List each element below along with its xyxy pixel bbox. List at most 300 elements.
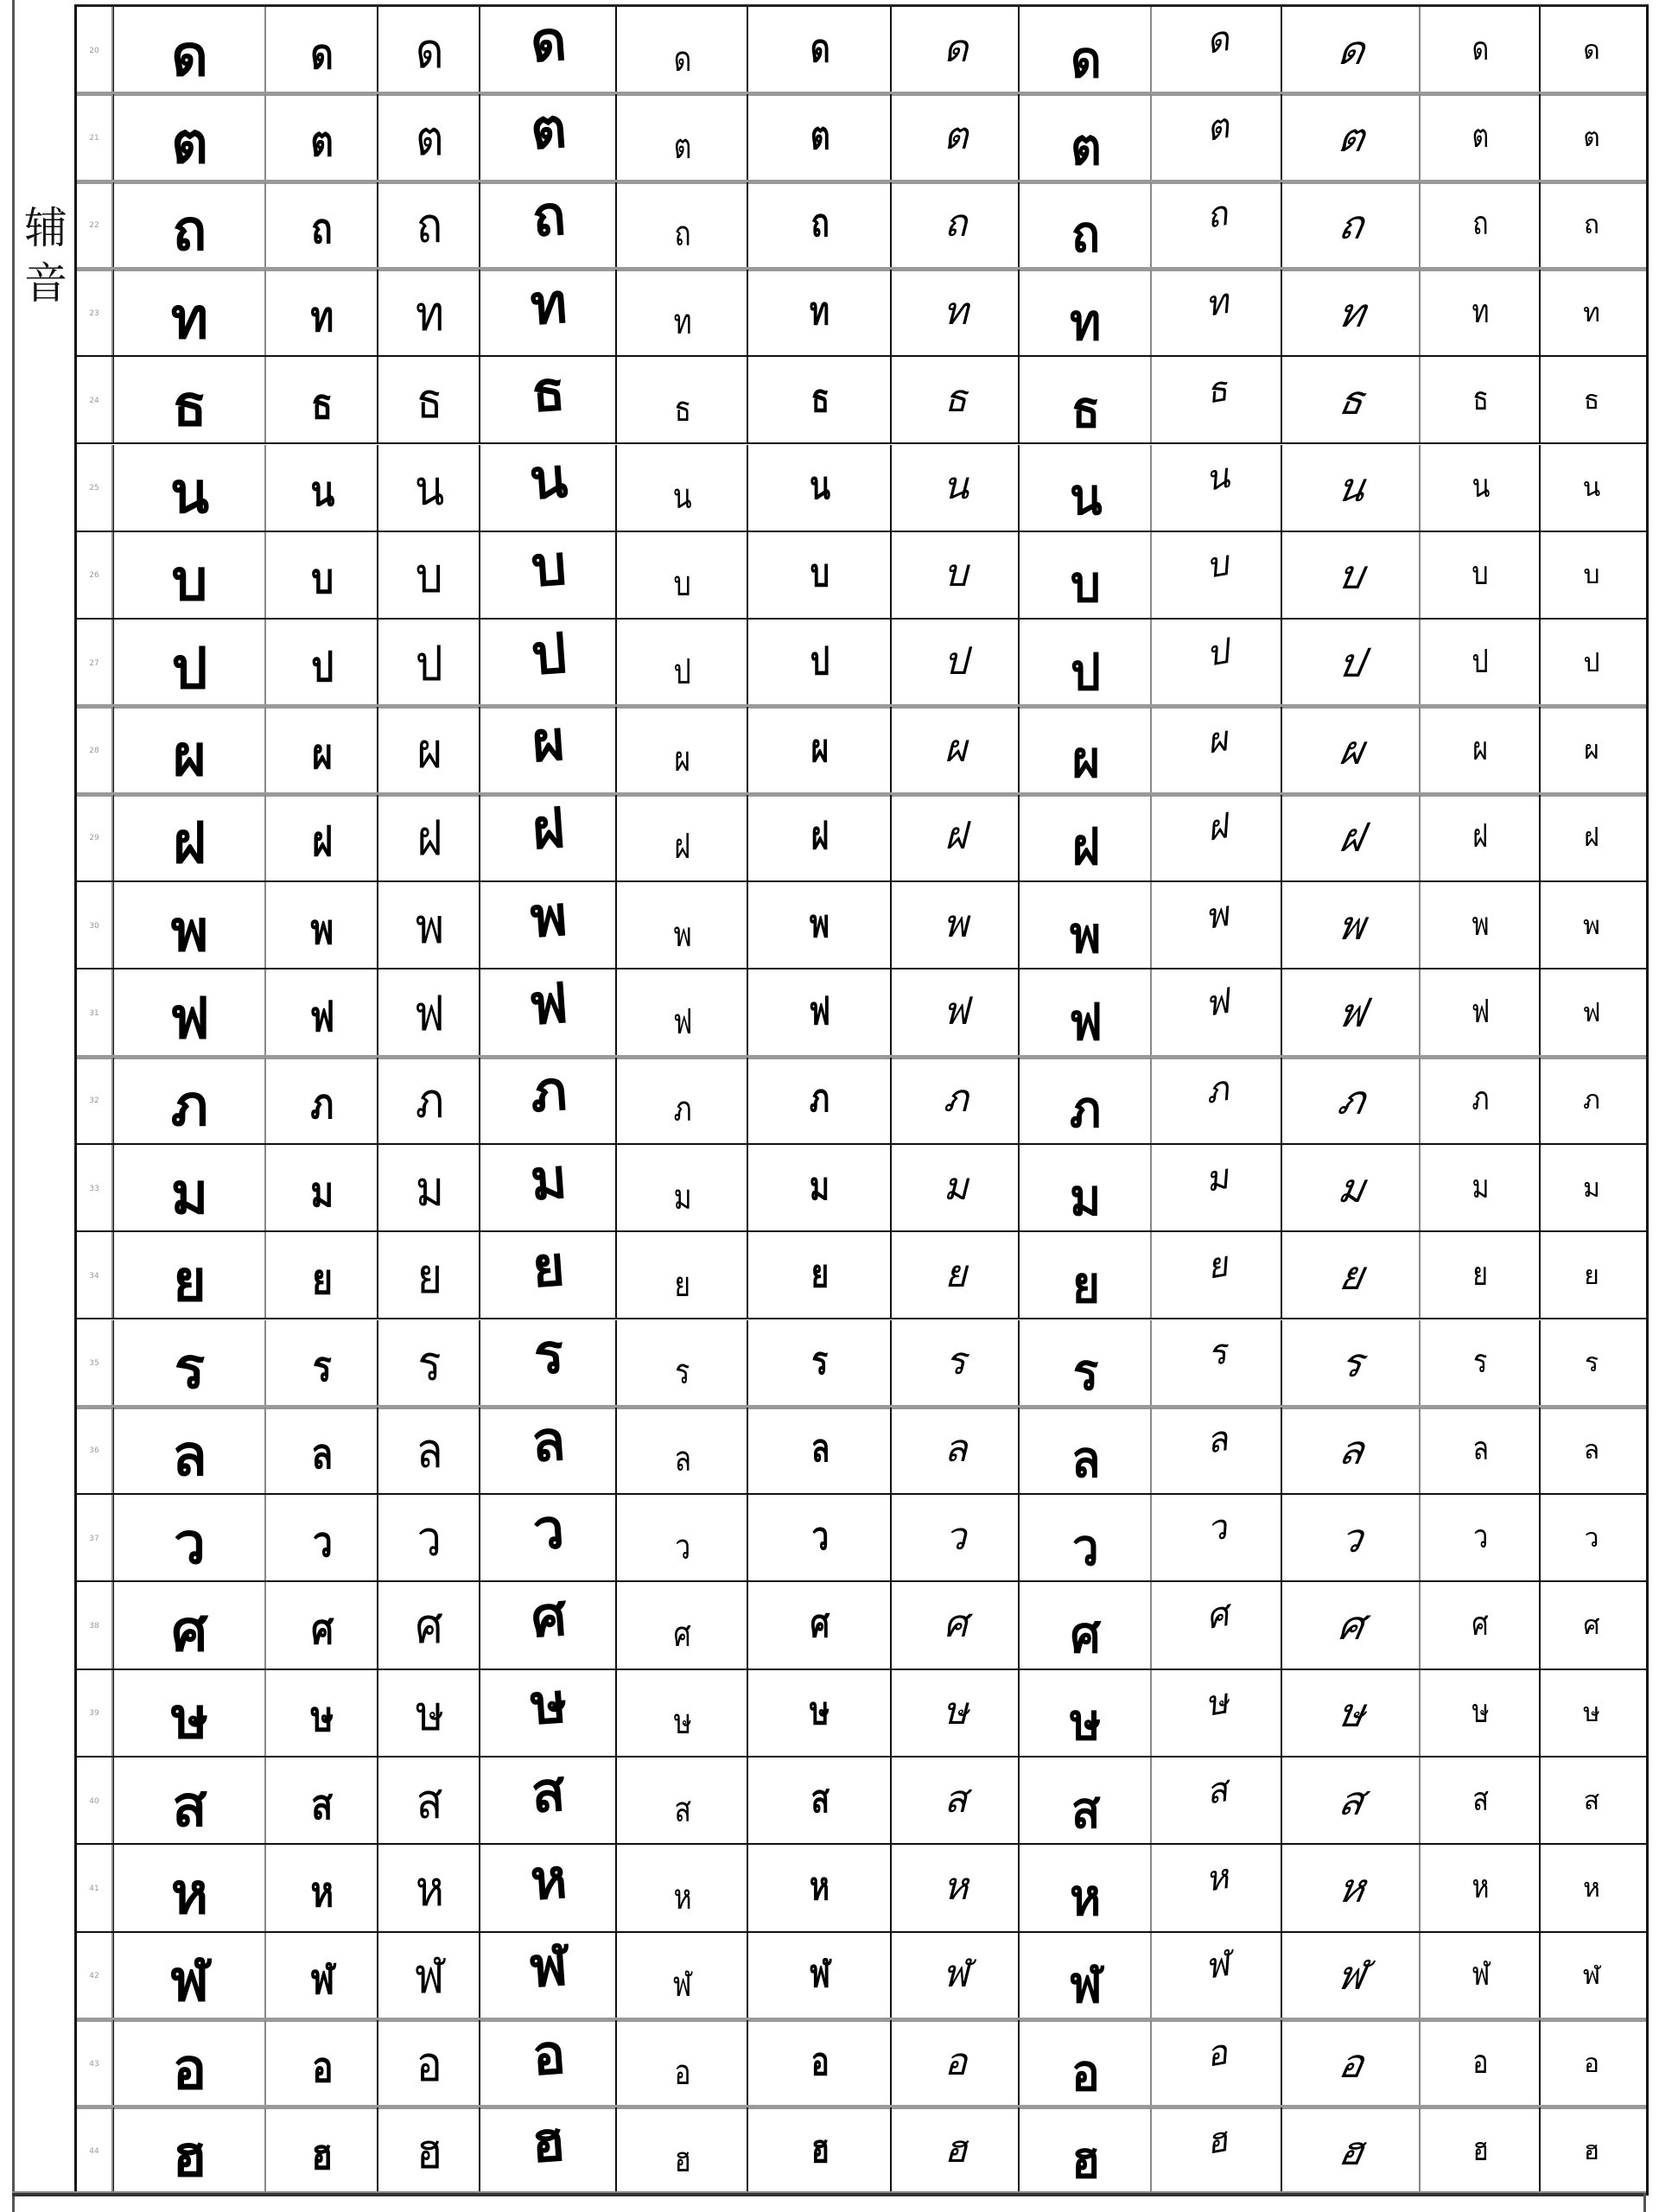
glyph-cell-font-9 (1150, 1933, 1282, 2020)
thai-glyph: ป (1334, 640, 1369, 685)
thai-glyph: ห (673, 1877, 692, 1917)
glyph-cell-font-5 (615, 620, 748, 707)
thai-glyph: ษ (170, 1685, 209, 1752)
glyph-cell-font-9 (1150, 1670, 1282, 1758)
glyph-cell-font-7 (890, 1320, 1020, 1408)
row-number: 40 (77, 1758, 114, 1845)
glyph-cell-font-12 (1539, 1845, 1643, 1932)
glyph-cell-font-10 (1281, 882, 1421, 969)
glyph-cell-font-7 (890, 1232, 1020, 1319)
thai-glyph: ว (1584, 1522, 1599, 1554)
glyph-cell-font-12 (1539, 1582, 1643, 1669)
glyph-cell-font-5 (615, 182, 748, 270)
glyph-cell-font-5 (615, 445, 748, 532)
thai-glyph: ถ (172, 197, 207, 264)
glyph-cell-font-11 (1419, 1232, 1541, 1319)
table-row (77, 1582, 1646, 1669)
glyph-cell-font-1 (111, 2107, 266, 2195)
thai-glyph: ล (529, 1408, 569, 1476)
thai-glyph: ถ (810, 201, 830, 246)
glyph-cell-font-6 (747, 969, 892, 1057)
thai-glyph: ด (1070, 29, 1102, 89)
glyph-cell-font-11 (1419, 357, 1541, 444)
table-row (77, 1758, 1646, 1845)
thai-glyph: ท (943, 289, 969, 334)
thai-glyph: ภ (1070, 1080, 1102, 1140)
glyph-cell-font-8 (1018, 1582, 1152, 1669)
row-number: 30 (77, 882, 114, 969)
table-row (77, 1408, 1646, 1495)
glyph-cell-font-2 (264, 1845, 378, 1932)
glyph-cell-font-3 (377, 7, 480, 94)
thai-glyph: ฝ (1203, 806, 1231, 850)
thai-glyph: ร (1204, 1332, 1230, 1375)
thai-glyph: ด (943, 26, 969, 71)
glyph-cell-font-1 (111, 1670, 266, 1758)
glyph-cell-font-1 (111, 1845, 266, 1932)
thai-glyph: ร (1473, 1344, 1488, 1381)
thai-glyph: ด (1583, 35, 1600, 66)
thai-glyph: น (1471, 468, 1490, 505)
glyph-cell-font-1 (111, 1232, 266, 1319)
glyph-cell-font-10 (1281, 270, 1421, 357)
glyph-cell-font-2 (264, 1058, 378, 1145)
thai-glyph: ว (173, 1510, 207, 1577)
thai-glyph: ภ (673, 1090, 692, 1130)
thai-glyph: ษ (1202, 1681, 1232, 1726)
table-row (77, 7, 1646, 94)
glyph-cell-font-10 (1281, 1845, 1421, 1932)
table-row (77, 1670, 1646, 1758)
glyph-cell-font-9 (1150, 1582, 1282, 1669)
thai-glyph: ถ (1472, 206, 1489, 243)
glyph-cell-font-12 (1539, 620, 1643, 707)
glyph-cell-font-12 (1539, 1758, 1643, 1845)
glyph-cell-font-4 (479, 2107, 617, 2195)
thai-glyph: พ (1070, 905, 1102, 964)
glyph-cell-font-11 (1419, 2020, 1541, 2107)
glyph-cell-font-3 (377, 620, 480, 707)
glyph-cell-font-12 (1539, 795, 1643, 882)
glyph-cell-font-7 (890, 2107, 1020, 2195)
thai-glyph: ษ (1471, 1694, 1490, 1731)
row-number: 29 (77, 795, 114, 882)
thai-glyph: ม (943, 1164, 969, 1209)
glyph-cell-font-10 (1281, 1758, 1421, 1845)
glyph-cell-font-1 (111, 1058, 266, 1145)
table-row (77, 94, 1646, 181)
glyph-cell-font-9 (1150, 445, 1282, 532)
glyph-cell-font-7 (890, 882, 1020, 969)
glyph-cell-font-9 (1150, 1758, 1282, 1845)
thai-glyph: ฟ (526, 970, 571, 1039)
thai-glyph: ท (1471, 293, 1490, 330)
glyph-cell-font-9 (1150, 2107, 1282, 2195)
thai-glyph: ฬ (1471, 1956, 1490, 1993)
thai-glyph: ษ (810, 1689, 830, 1734)
thai-glyph: บ (529, 533, 569, 601)
glyph-cell-font-6 (747, 1408, 892, 1495)
glyph-cell-font-5 (615, 1232, 748, 1319)
glyph-cell-font-8 (1018, 707, 1152, 794)
glyph-cell-font-6 (747, 445, 892, 532)
glyph-cell-font-4 (479, 1320, 617, 1408)
thai-glyph: ป (171, 634, 208, 702)
thai-glyph: ด (673, 39, 692, 79)
thai-glyph: ฬ (414, 1948, 445, 2004)
glyph-cell-font-1 (111, 7, 266, 94)
glyph-cell-font-12 (1539, 94, 1643, 181)
thai-glyph: ส (1071, 1780, 1101, 1840)
glyph-cell-font-11 (1419, 7, 1541, 94)
glyph-cell-font-6 (747, 1320, 892, 1408)
glyph-cell-font-6 (747, 7, 892, 94)
glyph-cell-font-9 (1150, 1495, 1282, 1582)
glyph-cell-font-10 (1281, 1145, 1421, 1232)
thai-glyph: ต (528, 95, 569, 163)
table-row (77, 1320, 1646, 1408)
thai-glyph: ห (1583, 1872, 1600, 1904)
thai-glyph: ด (528, 8, 569, 76)
glyph-cell-font-4 (479, 969, 617, 1057)
glyph-cell-font-11 (1419, 1845, 1541, 1932)
glyph-cell-font-6 (747, 1145, 892, 1232)
glyph-cell-font-8 (1018, 270, 1152, 357)
thai-glyph: ฟ (1201, 981, 1233, 1026)
glyph-cell-font-4 (479, 707, 617, 794)
thai-glyph: ฝ (312, 817, 333, 867)
thai-glyph: ท (673, 302, 692, 342)
glyph-cell-font-7 (890, 1582, 1020, 1669)
thai-glyph: ฬ (169, 1948, 210, 2015)
glyph-cell-font-6 (747, 532, 892, 620)
thai-glyph: น (310, 467, 334, 517)
glyph-cell-font-12 (1539, 2107, 1643, 2195)
thai-glyph: พ (415, 898, 444, 953)
glyph-cell-font-4 (479, 795, 617, 882)
glyph-cell-font-7 (890, 707, 1020, 794)
thai-glyph: บ (311, 555, 334, 604)
thai-glyph: อ (1583, 2048, 1600, 2079)
thai-glyph: ษ (415, 1686, 444, 1741)
thai-glyph: ฬ (673, 1965, 692, 2005)
thai-glyph: ย (810, 1251, 830, 1296)
glyph-cell-font-3 (377, 1320, 480, 1408)
thai-glyph: ป (1070, 642, 1101, 702)
thai-glyph: น (942, 464, 969, 509)
glyph-cell-font-9 (1150, 270, 1282, 357)
glyph-cell-font-3 (377, 182, 480, 270)
thai-glyph: ฮ (674, 2139, 691, 2180)
glyph-cell-font-12 (1539, 882, 1643, 969)
thai-glyph: ว (531, 1496, 567, 1563)
thai-glyph: ษ (1334, 1691, 1369, 1736)
glyph-cell-font-12 (1539, 1408, 1643, 1495)
row-number: 41 (77, 1845, 114, 1932)
glyph-cell-font-6 (747, 2020, 892, 2107)
row-number: 21 (77, 94, 114, 181)
glyph-cell-font-1 (111, 357, 266, 444)
thai-glyph: ย (416, 1248, 442, 1303)
thai-glyph: อ (1203, 2031, 1231, 2075)
glyph-cell-font-9 (1150, 1232, 1282, 1319)
thai-glyph: ท (1334, 290, 1369, 335)
glyph-cell-font-3 (377, 707, 480, 794)
row-number: 44 (77, 2107, 114, 2195)
thai-glyph: ล (1583, 1435, 1600, 1466)
thai-glyph: ศ (171, 1598, 208, 1665)
glyph-cell-font-8 (1018, 1145, 1152, 1232)
glyph-cell-font-8 (1018, 445, 1152, 532)
thai-glyph: ฮ (810, 2126, 830, 2171)
thai-glyph: ห (528, 1846, 569, 1914)
glyph-cell-font-6 (747, 620, 892, 707)
thai-glyph: ฟ (672, 1001, 693, 1042)
glyph-cell-font-2 (264, 1145, 378, 1232)
thai-glyph: ธ (810, 376, 830, 421)
glyph-cell-font-11 (1419, 1320, 1541, 1408)
glyph-cell-font-8 (1018, 969, 1152, 1057)
glyph-cell-font-12 (1539, 1495, 1643, 1582)
thai-glyph: อ (311, 2043, 334, 2092)
glyph-cell-font-7 (890, 1495, 1020, 1582)
thai-glyph: พ (528, 883, 569, 951)
row-number: 33 (77, 1145, 114, 1232)
thai-glyph: ส (1203, 1769, 1231, 1813)
glyph-cell-font-9 (1150, 882, 1282, 969)
thai-glyph: ภ (1471, 1081, 1490, 1118)
thai-glyph: ภ (1583, 1085, 1600, 1116)
thai-glyph: ว (675, 1527, 690, 1567)
thai-glyph: ป (415, 635, 443, 690)
glyph-cell-font-8 (1018, 1058, 1152, 1145)
table-row (77, 357, 1646, 444)
thai-glyph: ผ (810, 727, 830, 772)
thai-glyph: ห (170, 1859, 209, 1927)
thai-glyph: ย (1203, 1244, 1231, 1287)
thai-glyph: พ (810, 901, 830, 946)
thai-glyph: ษ (528, 1670, 569, 1738)
glyph-cell-font-8 (1018, 1320, 1152, 1408)
row-number: 43 (77, 2020, 114, 2107)
row-number: 27 (77, 620, 114, 707)
glyph-cell-font-10 (1281, 1582, 1421, 1669)
thai-glyph: ส (172, 1772, 207, 1840)
thai-glyph: ษ (673, 1702, 692, 1743)
thai-glyph: ฮ (1203, 2120, 1231, 2163)
thai-glyph: ว (416, 1510, 442, 1566)
thai-glyph: ล (674, 1440, 691, 1480)
thai-glyph: ส (944, 1777, 968, 1821)
thai-glyph: ศ (415, 1599, 443, 1654)
glyph-cell-font-11 (1419, 1933, 1541, 2020)
thai-glyph: อ (172, 2035, 207, 2102)
glyph-cell-font-3 (377, 969, 480, 1057)
table-row (77, 1145, 1646, 1232)
glyph-cell-font-8 (1018, 1495, 1152, 1582)
thai-glyph: ถ (1335, 203, 1368, 248)
glyph-cell-font-9 (1150, 1408, 1282, 1495)
glyph-cell-font-1 (111, 2020, 266, 2107)
glyph-cell-font-2 (264, 94, 378, 181)
thai-glyph: ว (1072, 1517, 1099, 1577)
row-number: 22 (77, 182, 114, 270)
thai-glyph: บ (810, 551, 830, 596)
thai-glyph: ผ (1203, 719, 1231, 762)
table-row (77, 532, 1646, 620)
row-number: 35 (77, 1320, 114, 1408)
glyph-cell-font-12 (1539, 182, 1643, 270)
glyph-cell-font-5 (615, 1145, 748, 1232)
glyph-cell-font-11 (1419, 1582, 1541, 1669)
thai-glyph: ฟ (1582, 997, 1601, 1028)
thai-glyph: ด (415, 22, 444, 78)
thai-glyph: ม (1471, 1168, 1490, 1205)
glyph-cell-font-3 (377, 357, 480, 444)
glyph-cell-font-4 (479, 2020, 617, 2107)
glyph-cell-font-2 (264, 2107, 378, 2195)
thai-glyph: ต (810, 113, 830, 158)
glyph-cell-font-7 (890, 1933, 1020, 2020)
thai-glyph: ป (1471, 643, 1490, 680)
thai-glyph: ถ (674, 214, 691, 255)
thai-glyph: ฬ (1202, 1944, 1232, 1988)
thai-glyph: ห (1070, 1867, 1102, 1927)
thai-glyph: พ (1334, 903, 1369, 948)
table-row (77, 795, 1646, 882)
thai-glyph: ส (416, 1773, 443, 1828)
thai-glyph: ห (943, 1864, 969, 1909)
thai-glyph: ถ (416, 198, 443, 253)
row-number: 32 (77, 1058, 114, 1145)
thai-glyph: ม (810, 1164, 830, 1209)
glyph-cell-font-6 (747, 182, 892, 270)
thai-glyph: อ (530, 2021, 568, 2088)
thai-glyph: ผ (1472, 731, 1489, 768)
glyph-cell-font-12 (1539, 7, 1643, 94)
thai-glyph: ภ (1202, 1069, 1232, 1113)
table-row (77, 1933, 1646, 2020)
thai-glyph: ห (415, 1860, 444, 1916)
thai-glyph: ฟ (169, 984, 210, 1052)
thai-glyph: ศ (311, 1605, 334, 1655)
glyph-cell-font-2 (264, 1408, 378, 1495)
thai-glyph: ม (170, 1160, 209, 1227)
glyph-cell-font-9 (1150, 969, 1282, 1057)
thai-glyph: ว (811, 1514, 829, 1559)
table-row (77, 1232, 1646, 1319)
glyph-cell-font-3 (377, 1408, 480, 1495)
thai-glyph: ฬ (1333, 1954, 1370, 1999)
thai-glyph: ล (1335, 1428, 1368, 1473)
thai-glyph: ต (1070, 117, 1102, 176)
glyph-cell-font-1 (111, 795, 266, 882)
thai-glyph: ธ (1335, 378, 1368, 423)
thai-glyph: ฝ (173, 810, 207, 877)
glyph-cell-font-9 (1150, 7, 1282, 94)
thai-glyph: ถ (311, 205, 334, 254)
glyph-cell-font-11 (1419, 1758, 1541, 1845)
thai-glyph: ร (313, 1343, 332, 1392)
thai-glyph: ฬ (809, 1952, 831, 1997)
thai-glyph: ร (417, 1336, 442, 1391)
thai-glyph: ผ (674, 740, 691, 780)
thai-glyph: พ (1202, 893, 1232, 938)
thai-glyph: ถ (530, 182, 568, 251)
glyph-cell-font-6 (747, 1933, 892, 2020)
table-row (77, 969, 1646, 1057)
glyph-cell-font-8 (1018, 620, 1152, 707)
table-row (77, 1058, 1646, 1145)
glyph-cell-font-2 (264, 1670, 378, 1758)
glyph-cell-font-5 (615, 707, 748, 794)
thai-glyph: ฟ (1068, 992, 1103, 1052)
glyph-cell-font-5 (615, 1670, 748, 1758)
glyph-cell-font-3 (377, 94, 480, 181)
thai-glyph: ฝ (1071, 817, 1100, 877)
glyph-cell-font-5 (615, 1933, 748, 2020)
glyph-cell-font-8 (1018, 7, 1152, 94)
thai-glyph: ภ (943, 1077, 969, 1122)
thai-glyph: ท (1202, 281, 1232, 325)
glyph-cell-font-5 (615, 7, 748, 94)
glyph-cell-font-8 (1018, 2020, 1152, 2107)
thai-glyph: ธ (311, 379, 334, 429)
thai-glyph: ธ (529, 358, 569, 426)
glyph-cell-font-11 (1419, 1408, 1541, 1495)
thai-glyph: ต (1583, 122, 1600, 153)
thai-glyph: ฟ (309, 992, 335, 1041)
glyph-cell-font-6 (747, 882, 892, 969)
glyph-cell-font-11 (1419, 1058, 1541, 1145)
thai-glyph: ส (311, 1780, 334, 1829)
thai-glyph: ร (675, 1352, 690, 1393)
glyph-cell-font-7 (890, 795, 1020, 882)
glyph-cell-font-3 (377, 1845, 480, 1932)
thai-glyph: ย (312, 1255, 333, 1304)
section-label-column (15, 0, 74, 2193)
thai-glyph: ฝ (810, 814, 830, 859)
thai-glyph: บ (171, 547, 208, 614)
thai-glyph: น (1582, 473, 1601, 504)
section-label-consonants: 辅音 (24, 203, 67, 308)
glyph-cell-font-11 (1419, 707, 1541, 794)
glyph-cell-font-3 (377, 270, 480, 357)
glyph-cell-font-2 (264, 1758, 378, 1845)
thai-glyph: ท (528, 270, 569, 338)
glyph-cell-font-1 (111, 620, 266, 707)
glyph-cell-font-2 (264, 182, 378, 270)
glyph-cell-font-6 (747, 707, 892, 794)
thai-glyph: ห (1471, 1868, 1490, 1905)
glyph-cell-font-10 (1281, 357, 1421, 444)
thai-glyph: พ (943, 901, 969, 946)
glyph-cell-font-8 (1018, 1232, 1152, 1319)
table-row (77, 707, 1646, 794)
glyph-cell-font-10 (1281, 445, 1421, 532)
glyph-cell-font-2 (264, 357, 378, 444)
thai-glyph: ภ (528, 1058, 569, 1126)
glyph-cell-font-12 (1539, 1058, 1643, 1145)
thai-glyph: ผ (312, 730, 333, 779)
thai-glyph: พ (1471, 906, 1490, 943)
thai-glyph: ร (1072, 1343, 1099, 1402)
thai-glyph: น (809, 464, 831, 509)
thai-glyph: ฝ (416, 810, 442, 866)
thai-glyph: ป (673, 652, 692, 692)
thai-glyph: ส (1583, 1785, 1600, 1816)
thai-glyph: น (414, 461, 445, 516)
